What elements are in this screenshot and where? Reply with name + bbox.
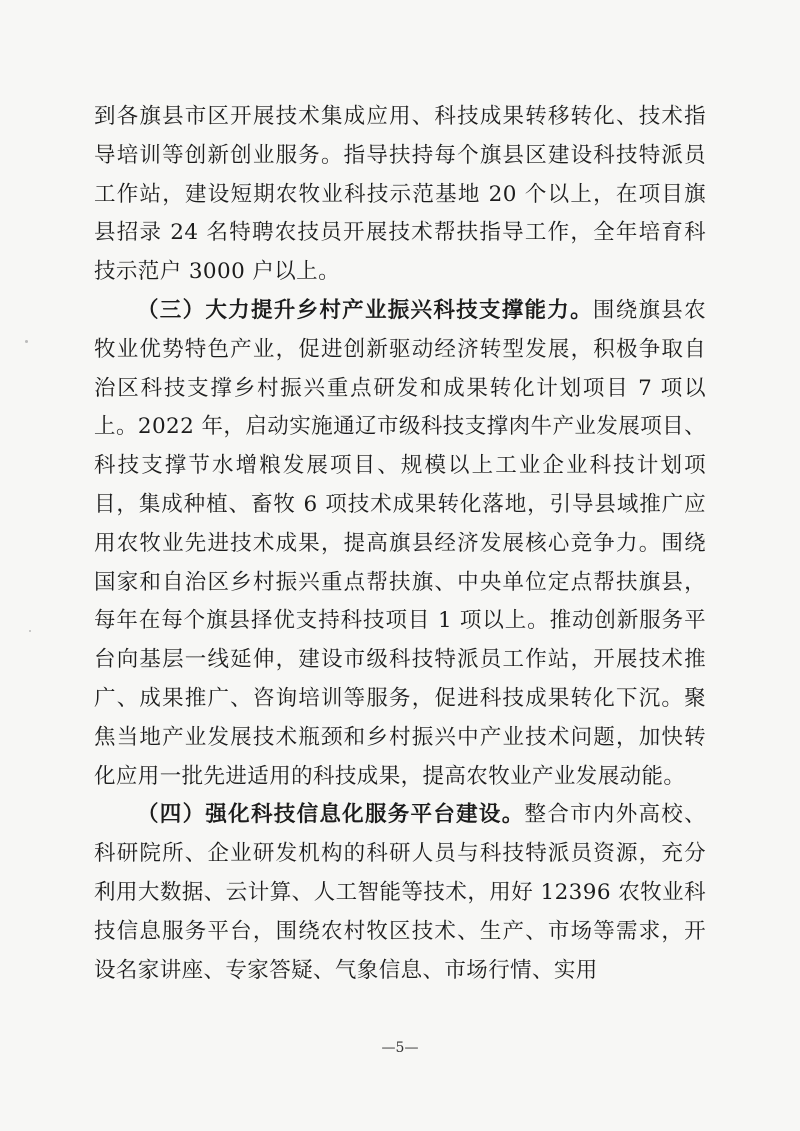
paragraph-continuation: 到各旗县市区开展技术集成应用、科技成果转移转化、技术指导培训等创新创业服务。指导扶持每个旗县区建设科技特派员工作站，建设短期农牧业科技示范基地 20 个以上，在项目旗县招录 24 名特聘农技员开展技术帮扶指导工作，全年培育科技示范户 3000 户以上。 (94, 104, 706, 285)
page-number: —5— (381, 1040, 419, 1056)
section-4-body: 整合市内外高校、科研院所、企业研发机构的科研人员与科技特派员资源，充分利用大数据、云计算、人工智能等技术，用好 12396 农牧业科技信息服务平台，围绕农村牧区技术、生产、市场等需求，开设名家讲座、专家答疑、气象信息、市场行情、实用 (94, 802, 706, 983)
scan-speck (29, 630, 31, 632)
body-text (94, 98, 706, 990)
paragraph-section-4 (94, 796, 706, 990)
section-4-heading: （四）强化科技信息化服务平台建设。 (137, 802, 525, 828)
section-3-body: 围绕旗县农牧业优势特色产业，促进创新驱动经济转型发展，积极争取自治区科技支撑乡村振兴重点研发和成果转化计划项目 7 项以上。2022 年，启动实施通辽市级科技支撑肉牛产业发展项目、科技支撑节水增粮发展项目、规模以上工业企业科技计划项目，集成种植、畜牧 6 项技术成果转化落地，引导县域推广应用农牧业先进技术成果，提高旗县经济发展核心竞争力。围绕国家和自治区乡村振兴重点帮扶旗、中央单位定点帮扶旗县，每年在每个旗县择优支持科技项目 1 项以上。推动创新服务平台向基层一线延伸，建设市级科技特派员工作站，开展技术推广、成果推广、咨询培训等服务，促进科技成果转化下沉。聚焦当地产业发展技术瓶颈和乡村振兴中产业技术问题，加快转化应用一批先进适用的科技成果，提高农牧业产业发展动能。 (94, 297, 706, 789)
section-3-heading: （三）大力提升乡村产业振兴科技支撑能力。 (137, 297, 593, 323)
paragraph-section-3 (94, 292, 706, 796)
scan-speck (25, 340, 28, 343)
